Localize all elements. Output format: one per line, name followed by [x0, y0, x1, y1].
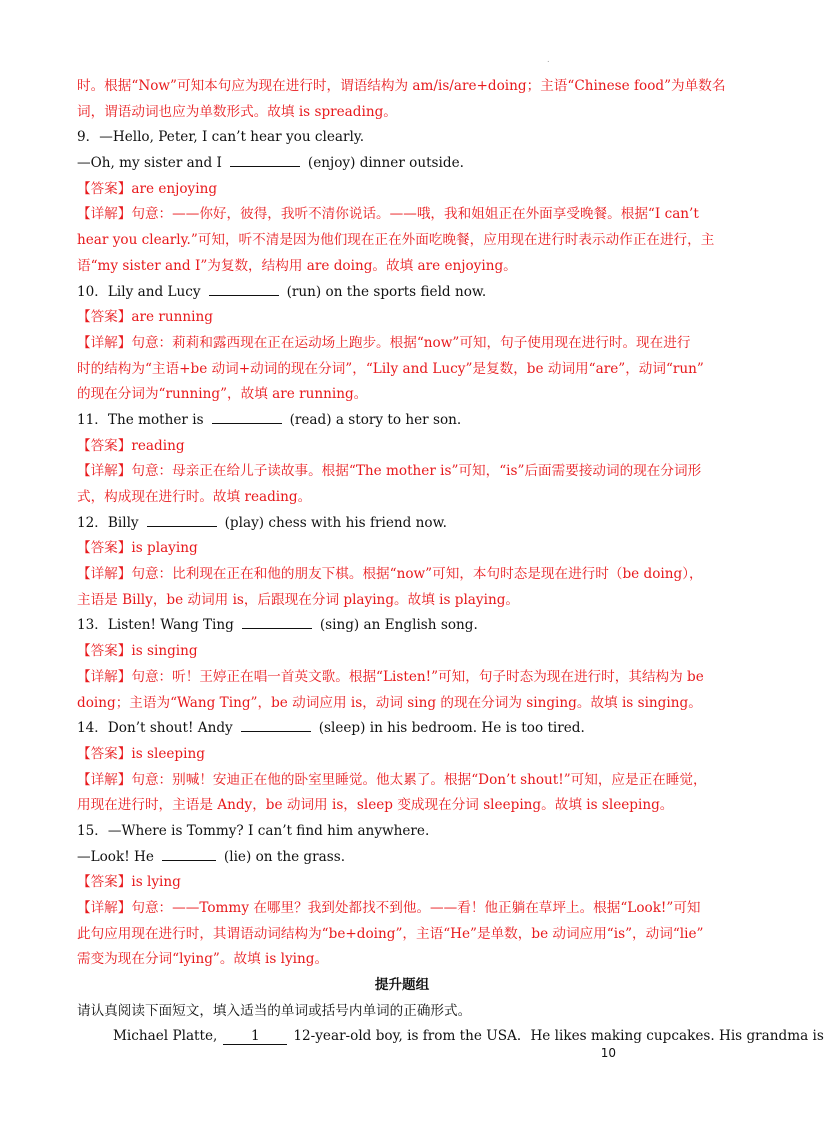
explanation-line: 【详解】句意：母亲正在给儿子读故事。根据“The mother is”可知，“is”后面需要接动词的现在分词形	[77, 463, 702, 480]
answer-blank	[241, 717, 311, 732]
explanation-line: 【详解】句意：——Tommy 在哪里？我到处都找不到他。——看！他正躺在草坪上。根据“Look!”可知	[77, 900, 701, 916]
explanation-line: 式，构成现在进行时。故填 reading。	[77, 489, 312, 505]
answer-blank	[212, 409, 282, 424]
passage-text: Michael Platte,	[113, 1028, 218, 1045]
explanation-line: doing；主语为“Wang Ting”，be 动词应用 is，动词 sing 的现在分词为 singing。故填 is singing。	[77, 694, 702, 711]
explanation-line: 需变为现在分词“lying”。故填 is lying。	[77, 951, 329, 968]
question-text-after-blank: (enjoy) dinner outside.	[307, 155, 464, 172]
answer-line: 【答案】are running	[77, 309, 213, 326]
answer-line: 【答案】is sleeping	[77, 745, 205, 762]
explanation-line: 【详解】句意：听！王婷正在唱一首英文歌。根据“Listen!”可知，句子时态为现在进行时，其结构为 be	[77, 668, 704, 685]
explanation-line: 时的结构为“主语+be 动词+动词的现在分词”，“Lily and Lucy”是复数，be 动词用“are”，动词“run”	[77, 360, 704, 377]
instruction-line: 请认真阅读下面短文，填入适当的单词或括号内单词的正确形式。	[77, 1002, 472, 1019]
explanation-line: 【详解】句意：比利现在正在和他的朋友下棋。根据“now”可知，本句时态是现在进行时（be doing），	[77, 566, 703, 583]
question-text-after-blank: (play) chess with his friend now.	[224, 514, 447, 531]
question-text: 12．Billy	[77, 514, 139, 531]
answer-line: 【答案】are enjoying	[77, 180, 218, 197]
answer-blank	[147, 512, 217, 527]
explanation-line: 的现在分词为“running”，故填 are running。	[77, 386, 368, 403]
question-line	[77, 125, 727, 151]
question-text: —Oh, my sister and I	[77, 155, 222, 172]
answer-blank	[209, 281, 279, 296]
question-text-after-blank: (lie) on the grass.	[223, 848, 346, 865]
answer-blank	[230, 152, 300, 167]
question-text-after-blank: (read) a story to her son.	[289, 411, 462, 428]
explanation-line: 语“my sister and I”为复数，结构用 are doing。故填 are enjoying。	[77, 257, 517, 274]
question-line	[77, 613, 727, 639]
explanation-line: 时。根据“Now”可知本句应为现在进行时，谓语结构为 am/is/are+doing；主语“Chinese food”为单数名	[77, 78, 726, 94]
question-line	[77, 280, 727, 306]
question-line	[77, 716, 727, 742]
question-text: 15．—Where is Tommy? I can’t find him anywhere.	[77, 822, 430, 839]
document-content	[77, 74, 824, 1050]
explanation-line: hear you clearly.”可知，听不清是因为他们现在正在外面吃晚餐，应用现在进行时表示动作正在进行，主	[77, 232, 715, 249]
explanation-line: 词，谓语动词也应为单数形式。故填 is spreading。	[77, 103, 397, 120]
answer-line: 【答案】is singing	[77, 643, 198, 660]
answer-line: 【答案】reading	[77, 437, 185, 454]
question-line	[77, 845, 727, 871]
question-line	[77, 511, 727, 537]
answer-line: 【答案】is playing	[77, 540, 198, 557]
question-text-after-blank: (run) on the sports field now.	[286, 283, 487, 300]
question-text: —Look! He	[77, 848, 154, 865]
explanation-line: 【详解】句意：别喊！安迪正在他的卧室里睡觉。他太累了。根据“Don’t shout!”可知，应是正在睡觉，	[77, 771, 707, 788]
section-heading: 提升题组	[374, 977, 430, 994]
page-number: 10	[600, 1046, 616, 1060]
explanation-line: 用现在进行时，主语是 Andy，be 动词用 is，sleep 变成现在分词 sleeping。故填 is sleeping。	[77, 797, 674, 814]
question-line	[77, 819, 727, 845]
explanation-line: 【详解】句意：——你好，彼得，我听不清你说话。——哦，我和姐姐正在外面享受晚餐。根据“I can’t	[77, 206, 699, 223]
question-line	[77, 408, 727, 434]
answer-blank	[162, 846, 216, 861]
passage-blank-1: 1	[223, 1028, 287, 1045]
explanation-line: 主语是 Billy，be 动词用 is，后跟现在分词 playing。故填 is playing。	[77, 591, 519, 608]
passage-text-after-blank: 12-year-old boy, is from the USA．He likes making cupcakes. His grandma is	[293, 1028, 824, 1045]
question-text: 10．Lily and Lucy	[77, 283, 201, 300]
answer-blank	[242, 614, 312, 629]
question-text: 13．Listen! Wang Ting	[77, 617, 234, 634]
explanation-line: 此句应用现在进行时，其谓语动词结构为“be+doing”，主语“He”是单数，be 动词应用“is”，动词“lie”	[77, 925, 704, 942]
question-text: 14．Don’t shout! Andy	[77, 720, 233, 737]
answer-line: 【答案】is lying	[77, 874, 181, 891]
explanation-line: 【详解】句意：莉莉和露西现在正在运动场上跑步。根据“now”可知，句子使用现在进行时。现在进行	[77, 334, 691, 351]
question-text: 9．—Hello, Peter, I can’t hear you clearly.	[77, 129, 365, 146]
question-text: 11．The mother is	[77, 411, 204, 428]
question-text-after-blank: (sing) an English song.	[319, 617, 478, 634]
question-line	[77, 151, 727, 177]
question-text-after-blank: (sleep) in his bedroom. He is too tired.	[318, 720, 585, 737]
top-dot: .	[547, 55, 550, 64]
